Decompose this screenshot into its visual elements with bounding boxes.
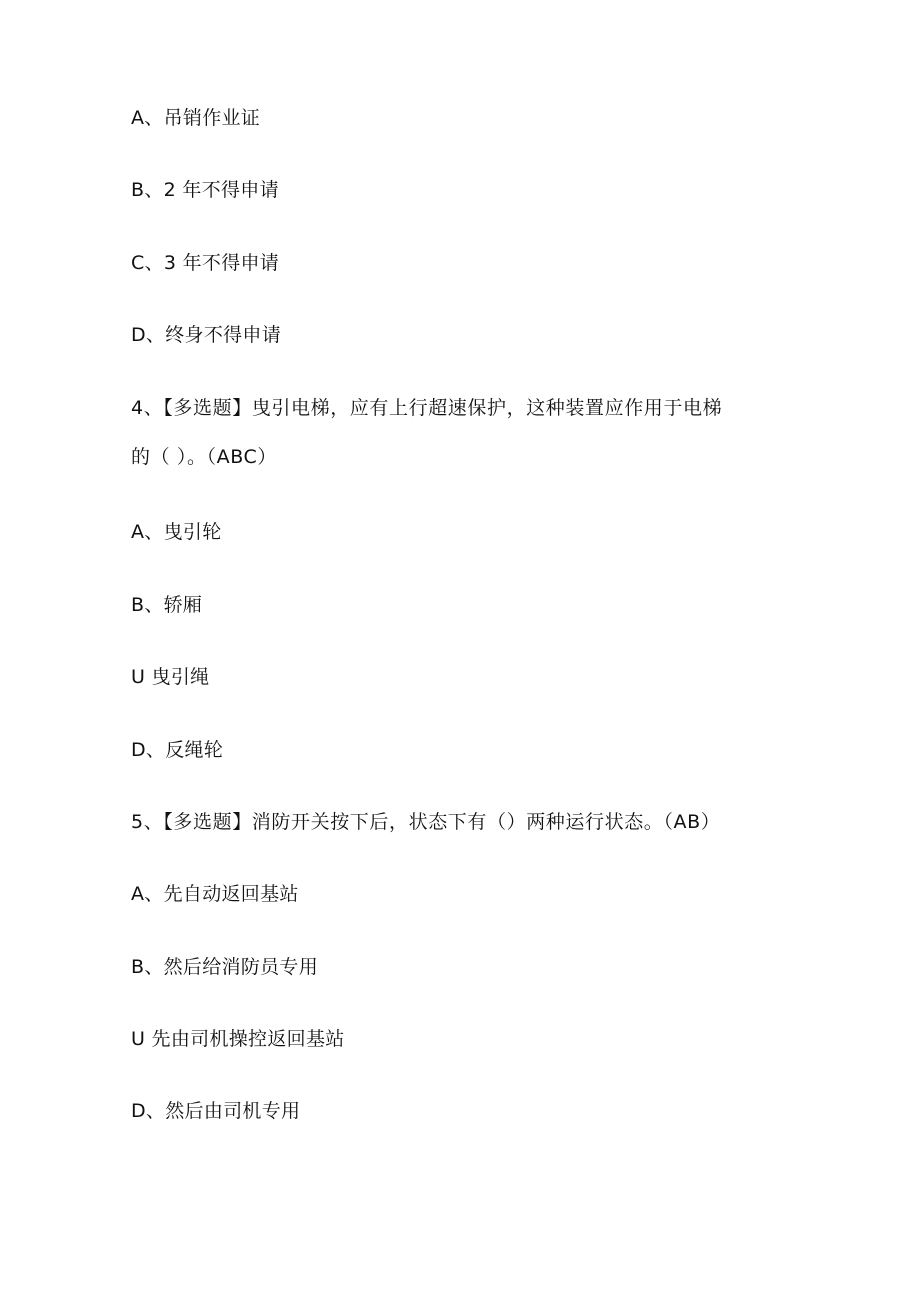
q4-question-line1: 4、【多选题】曳引电梯，应有上行超速保护，这种装置应作用于电梯 xyxy=(131,397,723,419)
q4-question-line2: 的（ ）。（ABC） xyxy=(131,446,278,468)
q5-option-c: U 先由司机操控返回基站 xyxy=(131,1028,345,1050)
q5-option-b: B、然后给消防员专用 xyxy=(131,956,319,978)
q4-option-d: D、反绳轮 xyxy=(131,739,224,761)
q4-option-b: B、轿厢 xyxy=(131,594,203,616)
q4-option-c: U 曳引绳 xyxy=(131,666,210,688)
q5-option-d: D、然后由司机专用 xyxy=(131,1100,301,1122)
q3-option-a: A、吊销作业证 xyxy=(131,107,261,129)
q5-question-line1: 5、【多选题】消防开关按下后，状态下有（）两种运行状态。（AB） xyxy=(131,811,721,833)
q3-option-c: C、3 年不得申请 xyxy=(131,252,280,274)
q4-option-a: A、曳引轮 xyxy=(131,521,222,543)
q3-option-b: B、2 年不得申请 xyxy=(131,179,279,201)
q3-option-d: D、终身不得申请 xyxy=(131,324,282,346)
q5-option-a: A、先自动返回基站 xyxy=(131,883,299,905)
